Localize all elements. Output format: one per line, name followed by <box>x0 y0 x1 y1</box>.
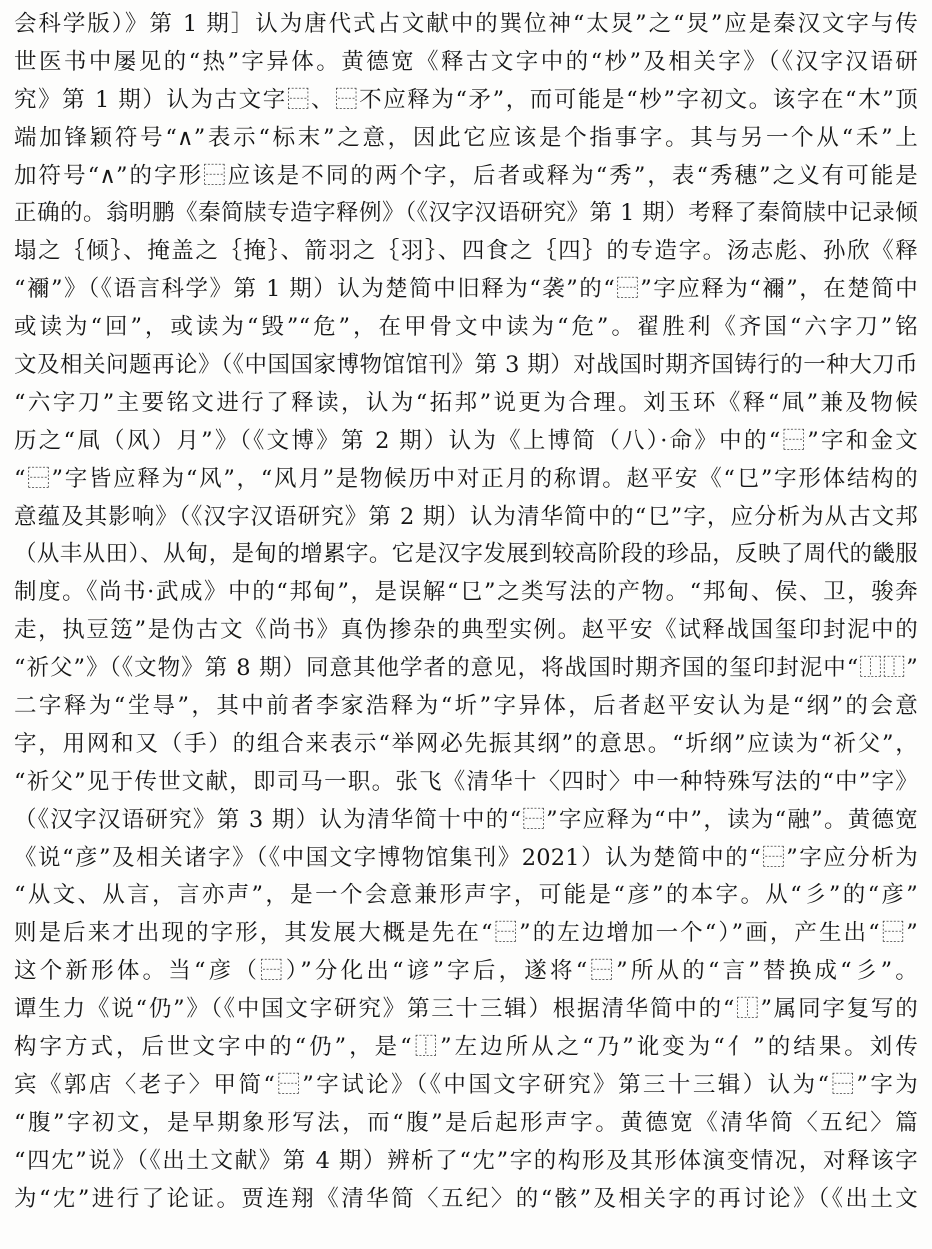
text-line-26: 这个新形体。当“彦（⿱）”分化出“谚”字后，遂将“⿱”所从的“言”替换成“彡”。 <box>14 958 918 985</box>
text-line-29: 宾《郭店〈老子〉甲简“⿱”字试论》（《中国文字研究》第三十三辑）认为“⿱”字为 <box>14 1071 918 1098</box>
body-text <box>14 6 918 1219</box>
text-line-8: “襧”》（《语言科学》第 1 期）认为楚简中旧释为“袭”的“⿱”字应释为“襧”，在楚简中 <box>14 276 918 303</box>
text-line-23: 《说“彦”及相关诸字》（《中国文字博物馆集刊》2021）认为楚简中的“⿱”字应分析为 <box>14 844 918 871</box>
text-line-13: “⿱”字皆应释为“风”，“风月”是物候历中对正月的称谓。赵平安《“㔾”字形体结构的 <box>14 465 918 492</box>
text-line-20: 字，用网和又（手）的组合来表示“举网必先振其纲”的意思。“圻纲”应读为“祈父”， <box>14 730 918 757</box>
text-line-16: 制度。《尚书·武成》中的“邦甸”，是误解“㔾”之类写法的产物。“邦甸、侯、卫，骏奔 <box>14 579 918 606</box>
text-line-28: 构字方式，后世文字中的“仍”，是“⿰”左边所从之“乃”讹变为“亻”的结果。刘传 <box>14 1034 918 1061</box>
text-line-30: “腹”字初文，是早期象形写法，而“腹”是后起形声字。黄德宽《清华简〈五纪〉篇 <box>14 1109 918 1136</box>
text-line-2: 世医书中屡见的“热”字异体。黄德宽《释古文字中的“杪”及相关字》（《汉字汉语研 <box>14 48 918 75</box>
text-line-17: 走，执豆笾”是伪古文《尚书》真伪掺杂的典型实例。赵平安《试释战国玺印封泥中的 <box>14 617 918 644</box>
text-line-25: 则是后来才出现的字形，其发展大概是先在“⿱”的左边增加一个“）”画，产生出“⿱” <box>14 920 918 947</box>
text-line-15: （从丰从田）、从甸，是甸的增累字。它是汉字发展到较高阶段的珍品，反映了周代的畿服 <box>14 541 918 568</box>
text-line-14: 意蕴及其影响》（《汉字汉语研究》第 2 期）认为清华简中的“㔾”字，应分析为从古文邦 <box>14 503 918 530</box>
text-line-11: “六字刀”主要铭文进行了释读，认为“拓邦”说更为合理。刘玉环《释“凬”兼及物候 <box>14 389 918 416</box>
text-line-31: “四冘”说》（《出土文献》第 4 期）辨析了“冘”字的构形及其形体演变情况，对释该字 <box>14 1147 918 1174</box>
text-line-21: “祈父”见于传世文献，即司马一职。张飞《清华十〈四时〉中一种特殊写法的“中”字》 <box>14 768 918 795</box>
text-line-19: 二字释为“坣㝵”，其中前者李家浩释为“圻”字异体，后者赵平安认为是“纲”的会意 <box>14 693 918 720</box>
text-line-5: 加符号“∧”的字形⿱应该是不同的两个字，后者或释为“秀”，表“秀穗”之义有可能是 <box>14 162 918 189</box>
text-line-10: 文及相关问题再论》（《中国国家博物馆馆刊》第 3 期）对战国时期齐国铸行的一种大刀币 <box>14 352 918 379</box>
text-line-1: 会科学版）》第 1 期］认为唐代式占文献中的巽位神“太炅”之“炅”应是秦汉文字与传 <box>14 11 918 37</box>
text-line-32: 为“冘”进行了论证。贾连翔《清华简〈五纪〉的“骸”及相关字的再讨论》（《出土文 <box>14 1185 918 1212</box>
text-line-7: 塌之｛倾｝、掩盖之｛掩｝、箭羽之｛羽｝、四食之｛四｝的专造字。汤志彪、孙欣《释 <box>14 238 918 265</box>
text-line-9: 或读为“回”，或读为“毁”“危”，在甲骨文中读为“危”。翟胜利《齐国“六字刀”铭 <box>14 314 918 341</box>
text-line-22: （《汉字汉语研究》第 3 期）认为清华简十中的“⿱”字应释为“中”，读为“融”。黄德宽 <box>14 806 918 833</box>
text-line-18: “祈父”》（《文物》第 8 期）同意其他学者的意见，将战国时期齐国的玺印封泥中“⿰⿰” <box>14 655 918 682</box>
text-line-27: 谭生力《说“仍”》（《中国文字研究》第三十三辑）根据清华简中的“⿰”属同字复写的 <box>14 996 918 1023</box>
text-line-3: 究》第 1 期）认为古文字⿱、⿱不应释为“矛”，而可能是“杪”字初文。该字在“木”顶 <box>14 86 918 113</box>
text-line-12: 历之“凬（风）月”》（《文博》第 2 期）认为《上博简（八）·命》中的“⿱”字和金文 <box>14 427 918 454</box>
text-line-4: 端加锋颖符号“∧”表示“标末”之意，因此它应该是个指事字。其与另一个从“禾”上 <box>14 124 918 151</box>
text-line-6: 正确的。翁明鹏《秦简牍专造字释例》（《汉字汉语研究》第 1 期）考释了秦简牍中记录倾 <box>14 200 918 227</box>
text-line-24: “从文、从言，言亦声”，是一个会意兼形声字，可能是“彦”的本字。从“彡”的“彦” <box>14 882 918 909</box>
